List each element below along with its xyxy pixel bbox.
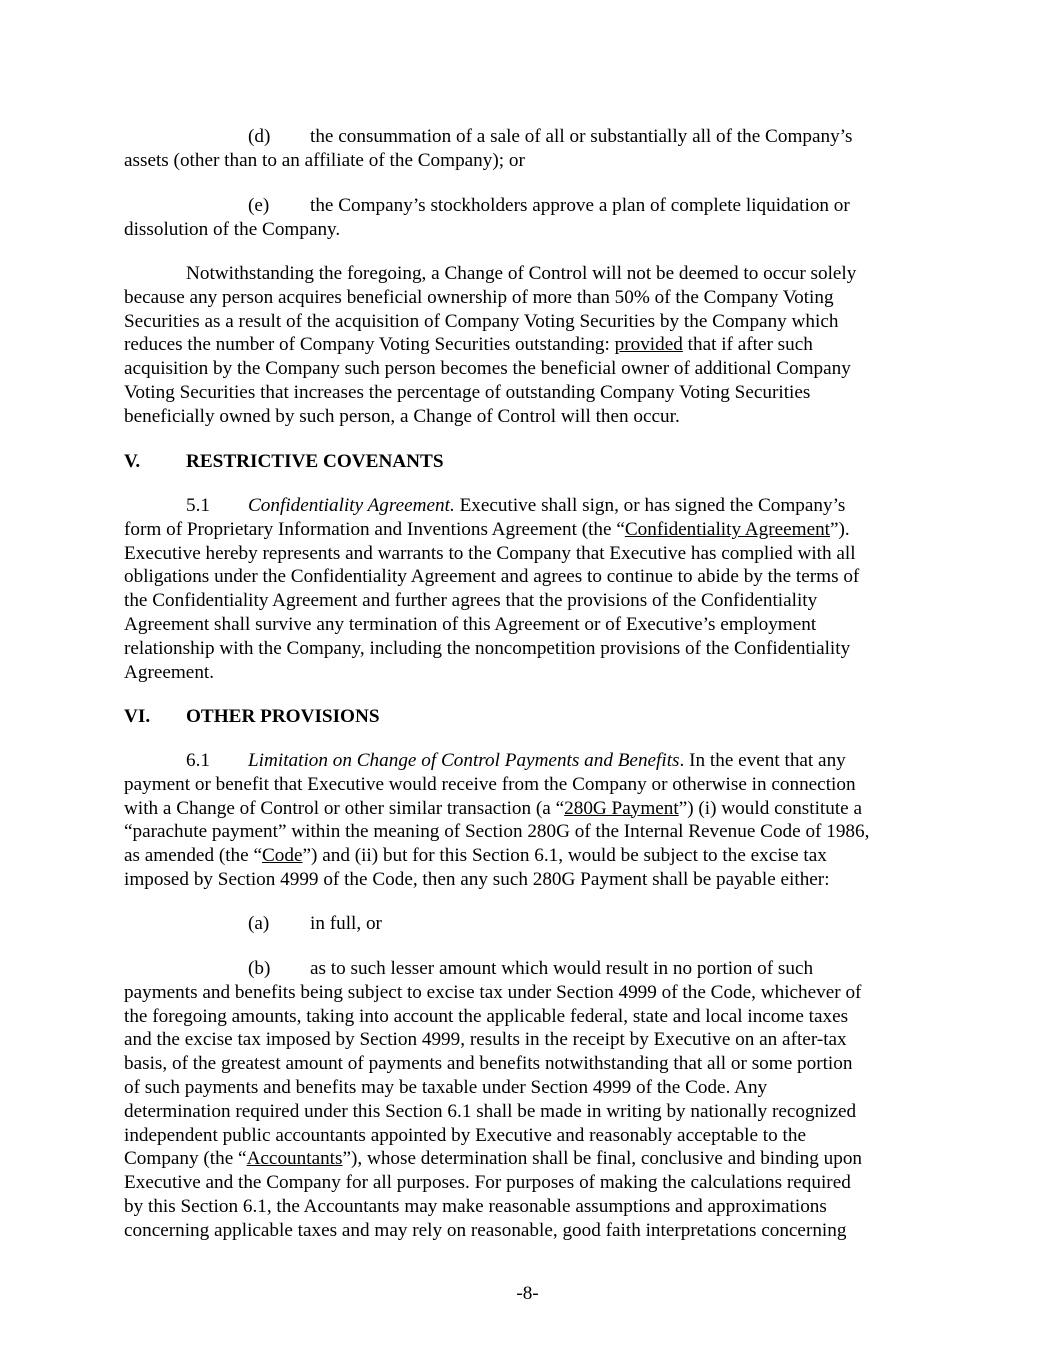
paragraph-line: the foregoing amounts, taking into account the applicable federal, state and local income taxes (124, 1005, 849, 1027)
text-span: . In the event that any (679, 750, 846, 771)
clause-text: the Company’s stockholders approve a plan of complete liquidation or (310, 195, 850, 216)
section-title: OTHER PROVISIONS (186, 706, 380, 727)
clause-label: (d) (248, 126, 271, 147)
text-span: Executive shall sign, or has signed the Company’s (454, 495, 846, 516)
clause-label: (a) (248, 913, 270, 934)
paragraph-line: determination required under this Section 6.1 shall be made in writing by nationally recognized (124, 1100, 857, 1122)
subsection-number: 5.1 (186, 495, 210, 516)
clause-text: as to such lesser amount which would result in no portion of such (310, 958, 814, 979)
defined-term-provided: provided (614, 334, 683, 356)
paragraph-line: because any person acquires beneficial ownership of more than 50% of the Company Voting (124, 286, 834, 308)
clause-b (124, 957, 934, 1243)
notwithstanding-paragraph (124, 262, 934, 429)
paragraph-line (124, 957, 934, 981)
paragraph-line: concerning applicable taxes and may rely on reasonable, good faith interpretations concerning (124, 1219, 847, 1241)
text-span: ”), whose determination shall be final, conclusive and binding upon (342, 1148, 863, 1170)
paragraph-line: Agreement shall survive any termination of this Agreement or of Executive’s employment (124, 613, 817, 635)
text-span: as amended (the “ (124, 845, 262, 867)
defined-term-accountants: Accountants (246, 1148, 343, 1170)
section-v-heading (124, 450, 934, 474)
subsection-number: 6.1 (186, 750, 210, 771)
paragraph-line: and the excise tax imposed by Section 4999, results in the receipt by Executive on an after-tax (124, 1029, 847, 1051)
paragraph-line: Voting Securities that increases the percentage of outstanding Company Voting Securities (124, 381, 811, 403)
clause-e (124, 194, 934, 242)
text-span: Company (the “ (124, 1148, 247, 1170)
paragraph-line (124, 749, 934, 773)
text-span: reduces the number of Company Voting Securities outstanding: (124, 334, 615, 356)
paragraph-line: Securities as a result of the acquisition of Company Voting Securities by the Company which (124, 310, 839, 332)
clause-text: the consummation of a sale of all or substantially all of the Company’s (310, 126, 853, 147)
defined-term-code: Code (261, 845, 303, 867)
clause-d-line-2: assets (other than to an affiliate of the Company); or (124, 149, 525, 171)
heading-line (124, 705, 934, 729)
paragraph-line: “parachute payment” within the meaning of Section 280G of the Internal Revenue Code of 1986, (124, 821, 870, 843)
page-number: -8- (516, 1283, 539, 1304)
clause-e-line-2: dissolution of the Company. (124, 218, 341, 240)
paragraph-line (124, 518, 934, 542)
clause-text: in full, or (310, 913, 382, 934)
paragraph-line: relationship with the Company, including the noncompetition provisions of the Confidentiality (124, 637, 851, 659)
paragraph-line (124, 494, 934, 518)
paragraph-line: of such payments and benefits may be taxable under Section 4999 of the Code. Any (124, 1076, 768, 1098)
paragraph-line: payment or benefit that Executive would receive from the Company or otherwise in connection (124, 773, 856, 795)
text-span: ”) and (ii) but for this Section 6.1, would be subject to the excise tax (302, 845, 827, 867)
paragraph-line: basis, of the greatest amount of payments and benefits notwithstanding that all or some portion (124, 1053, 853, 1075)
section-vi-heading (124, 705, 934, 729)
clause-a-line (124, 912, 934, 936)
paragraph-line (124, 333, 934, 357)
paragraph-line: acquisition by the Company such person becomes the beneficial owner of additional Company (124, 358, 851, 380)
subsection-title: Confidentiality Agreement. (248, 495, 455, 516)
text-span: with a Change of Control or other similar transaction (a “ (124, 797, 565, 819)
paragraph-line: independent public accountants appointed by Executive and reasonably acceptable to the (124, 1124, 806, 1146)
paragraph-line: beneficially owned by such person, a Change of Control will then occur. (124, 405, 680, 427)
paragraph-line: imposed by Section 4999 of the Code, then any such 280G Payment shall be payable either: (124, 868, 830, 890)
paragraph-line: Executive and the Company for all purposes. For purposes of making the calculations required (124, 1172, 851, 1194)
paragraph-line (124, 797, 934, 821)
clause-label: (b) (248, 958, 271, 979)
section-number: VI. (124, 706, 151, 727)
defined-term-280g-payment: 280G Payment (564, 797, 679, 819)
section-number: V. (124, 451, 141, 472)
text-span: that if after such (682, 334, 813, 356)
text-span: ”). (830, 518, 850, 540)
clause-label: (e) (248, 195, 270, 216)
heading-line (124, 450, 934, 474)
clause-d (124, 125, 934, 173)
subsection-title: Limitation on Change of Control Payments and Benefits (248, 750, 680, 771)
paragraph-line (124, 1147, 934, 1171)
text-span: ”) (i) would constitute a (678, 797, 863, 819)
text-span: form of Proprietary Information and Inventions Agreement (the “ (124, 518, 625, 540)
paragraph-line: the Confidentiality Agreement and further agrees that the provisions of the Confidentiality (124, 590, 818, 612)
paragraph-line: Notwithstanding the foregoing, a Change of Control will not be deemed to occur solely (186, 263, 857, 284)
paragraph-line: by this Section 6.1, the Accountants may make reasonable assumptions and approximations (124, 1195, 827, 1217)
paragraph-line: payments and benefits being subject to excise tax under Section 4999 of the Code, whichever of (124, 981, 862, 1003)
defined-term-confidentiality-agreement: Confidentiality Agreement (624, 518, 831, 540)
clause-d-line-1 (124, 125, 934, 149)
section-6-1 (124, 749, 934, 892)
section-title: RESTRICTIVE COVENANTS (186, 451, 444, 472)
paragraph-line: Executive hereby represents and warrants to the Company that Executive has complied with all (124, 542, 856, 564)
section-5-1 (124, 494, 934, 684)
paragraph-line: Agreement. (124, 661, 215, 683)
paragraph-line (124, 844, 934, 868)
clause-a (124, 912, 934, 936)
clause-e-line-1 (124, 194, 934, 218)
paragraph-line: obligations under the Confidentiality Agreement and agrees to continue to abide by the terms of (124, 566, 860, 588)
